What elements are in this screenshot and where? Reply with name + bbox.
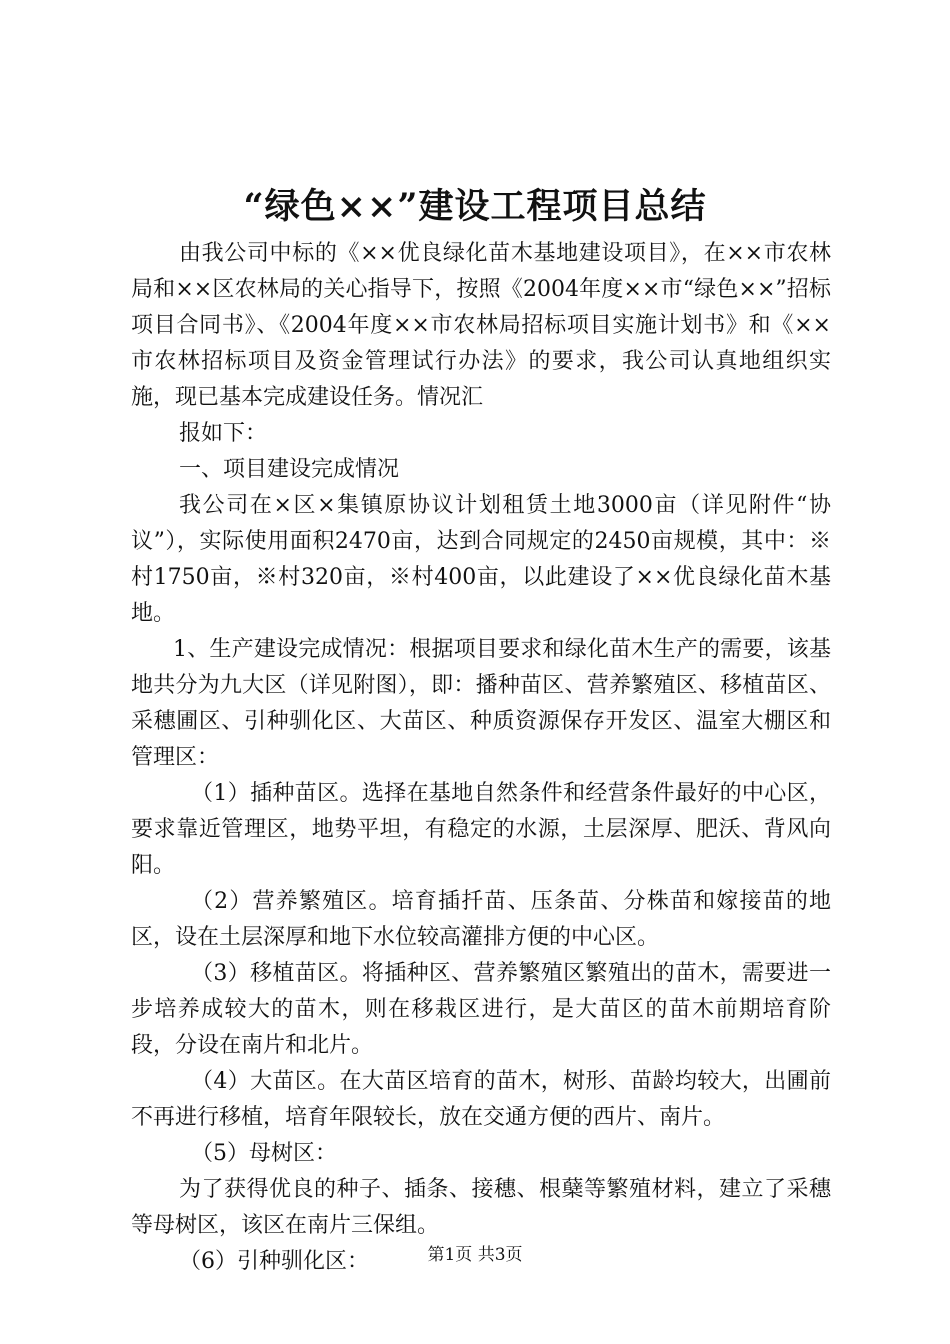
paragraph-intro: 由我公司中标的《××优良绿化苗木基地建设项目》，在××市农林局和××区农林局的关心指导下，按照《2004年度××市“绿色××”招标项目合同书》、《2004年度××市农林局招标项目实施计划书》和《××市农林招标项目及资金管理试行办法》的要求，我公司认真地组织实施，现已基本完成建设任务。情况汇 bbox=[131, 241, 831, 410]
document-title: “绿色××”建设工程项目总结 bbox=[243, 186, 707, 227]
paragraph-item-6: （6）引种驯化区： bbox=[179, 1249, 369, 1274]
paragraph-item-4: （4）大苗区。在大苗区培育的苗木，树形、苗龄均较大，出圃前不再进行移植，培育年限较长，放在交通方便的西片、南片。 bbox=[131, 1069, 831, 1130]
page-footer: 第1页 共3页 bbox=[427, 1245, 523, 1265]
paragraph-land: 我公司在×区×集镇原协议计划租赁土地3000亩（详见附件“协议”），实际使用面积2470亩，达到合同规定的2450亩规模，其中：※村1750亩，※村320亩，※村400亩，以此建设了××优良绿化苗木基地。 bbox=[131, 493, 831, 626]
paragraph-item-5: （5）母树区： bbox=[191, 1141, 337, 1166]
paragraph-report: 报如下： bbox=[179, 421, 268, 446]
document-body bbox=[131, 236, 831, 1280]
paragraph-item-2: （2）营养繁殖区。培育插扦苗、压条苗、分株苗和嫁接苗的地区，设在土层深厚和地下水位较高灌排方便的中心区。 bbox=[131, 889, 831, 950]
paragraph-production: 1、生产建设完成情况：根据项目要求和绿化苗木生产的需要，该基地共分为九大区（详见附图），即：播种苗区、营养繁殖区、移植苗区、采穗圃区、引种驯化区、大苗区、种质资源保存开发区、温室大棚区和管理区： bbox=[131, 637, 831, 770]
paragraph-item-3: （3）移植苗区。将插种区、营养繁殖区繁殖出的苗木，需要进一步培养成较大的苗木，则在移栽区进行，是大苗区的苗木前期培育阶段，分设在南片和北片。 bbox=[131, 961, 831, 1058]
section-heading-1: 一、项目建设完成情况 bbox=[179, 457, 400, 482]
paragraph-item-5-detail: 为了获得优良的种子、插条、接穗、根蘖等繁殖材料，建立了采穗等母树区，该区在南片三保组。 bbox=[131, 1177, 831, 1238]
paragraph-item-1: （1）插种苗区。选择在基地自然条件和经营条件最好的中心区，要求靠近管理区，地势平坦，有稳定的水源，土层深厚、肥沃、背风向阳。 bbox=[131, 781, 831, 878]
